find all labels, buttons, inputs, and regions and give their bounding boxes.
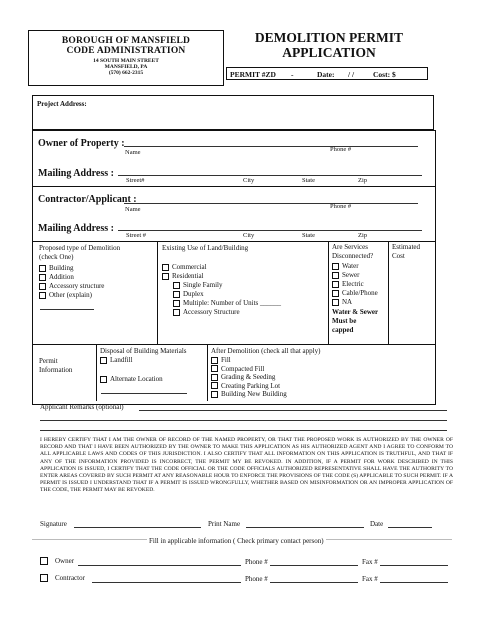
permit-dash: - (291, 69, 294, 79)
after-label: Building New Building (221, 390, 287, 398)
print-name-line[interactable] (246, 527, 364, 528)
checkbox-icon[interactable] (173, 282, 180, 289)
org-name-line1: BOROUGH OF MANSFIELD (61, 36, 191, 46)
services-note2: Must be (332, 317, 357, 325)
demo-option-label: Accessory structure (49, 282, 105, 290)
grid-vline-1 (157, 241, 158, 344)
service-label: NA (342, 298, 353, 306)
disposal-alternate[interactable] (100, 375, 163, 383)
org-name-line2: CODE ADMINISTRATION (66, 46, 186, 56)
certification-text: I HEREBY CERTIFY THAT I AM THE OWNER OF RECORD OF THE NAMED PROPERTY, OR THAT THE PROPOSED WORK IS AUTHORIZED BY THE OWNER OF RECORD AND THAT I HAVE BEEN AUTHORIZED BY THE OWNER TO MAKE THIS APPLICATION AS HIS AUTHORIZED AGENT AND I AGREE TO CONFORM TO ALL APPLICABLE LAWS AND CODES OF THIS JURISDICTION. I ALSO CERTIFY THAT ALL INFORMATION ON THIS APPLICATION IS TRUTHFUL, AND THAT IF ANY OF THE INFORMATION PROVIDED IS INCORRECT, THE PERMIT MY BE REVOKED. IN ADDITION, IF A PERMIT FOR WORK DESCRIBED IN THIS APPLICATION IS ISSUED, I CERTIFY THAT THE CODE OFFICIAL OR THE CODE OFFICIALS AUTHORIZED REPRESENTATIVE SHALL HAVE THE AUTHORITY TO ENTER AREAS COVERED BY SUCH PERMIT AT ANY REASONABLE HOUR TO ENFORCE THE PROVISIONS OF THE CODE (S) APPLICABLE TO SUCH PERMIT. IF A PERMIT IS ISSUED I UNDERSTAND THAT IF A PERMIT IS ISSUED WRONGFULLY, WHETHER BASED ON MISINFORMATION OR AN IMPROPER APPLICATION OF THE CODE, THE PERMIT MAY BE REVOKED. (40, 437, 453, 494)
date-sign-label: Date (370, 520, 384, 528)
estimated-line1: Estimated (392, 243, 420, 251)
contact-contractor-label: Contractor (55, 574, 85, 582)
service-label: Electric (342, 280, 364, 288)
org-phone: (570) 662-2315 (108, 70, 144, 76)
checkbox-icon[interactable] (162, 264, 169, 271)
checkbox-icon[interactable] (39, 274, 46, 281)
use-label: Commercial (172, 263, 207, 271)
contractor-contact-line[interactable] (92, 582, 241, 583)
owner-city-sub: City (243, 177, 255, 184)
checkbox-icon[interactable] (100, 357, 107, 364)
title-line2: APPLICATION (282, 45, 376, 60)
owner-state-sub: State (302, 177, 315, 184)
owner-label: Owner of Property : (38, 138, 125, 149)
signature-line[interactable] (74, 527, 201, 528)
after-label: Fill (221, 356, 231, 364)
use-commercial[interactable] (162, 263, 207, 271)
checkbox-icon[interactable] (211, 357, 218, 364)
service-sewer[interactable] (332, 271, 360, 279)
permit-info-line2: Information (39, 365, 73, 374)
disposal-landfill[interactable] (100, 356, 133, 364)
after-label: Grading & Seeding (221, 373, 276, 381)
cost-label: Cost: $ (373, 69, 396, 79)
divider-owner-contractor (32, 186, 436, 187)
contractor-street-sub: Street # (126, 232, 147, 239)
checkbox-icon[interactable] (211, 365, 218, 372)
contractor-city-sub: City (243, 232, 255, 239)
disposal-alternate-line[interactable] (101, 393, 187, 394)
use-duplex[interactable] (173, 290, 204, 298)
use-label: Multiple: Number of Units ______ (183, 299, 281, 307)
service-water[interactable] (332, 262, 359, 270)
remarks-line-3[interactable] (40, 430, 447, 431)
owner-street-sub: Street# (126, 177, 145, 184)
disposal-label: Landfill (110, 356, 133, 364)
permit-number-label: PERMIT #ZD (230, 69, 276, 79)
permit-info-line1: Permit (39, 357, 58, 365)
demo-option-addition[interactable] (39, 273, 74, 281)
contractor-phone-sub: Phone # (330, 203, 352, 210)
service-label: Water (342, 262, 359, 270)
demo-option-other[interactable] (39, 291, 92, 299)
contractor-mailing-label: Mailing Address : (38, 223, 114, 234)
contractor-name-line[interactable] (124, 203, 418, 204)
form-title (226, 30, 432, 60)
checkbox-icon[interactable] (332, 299, 339, 306)
demo-option-label: Addition (49, 273, 74, 281)
demolition-type-heading2: (check One) (39, 252, 74, 261)
use-label: Duplex (183, 290, 204, 298)
org-city: MANSFIELD, PA (104, 64, 148, 70)
checkbox-icon[interactable] (173, 291, 180, 298)
contractor-contact-phone-line[interactable] (270, 582, 358, 583)
owner-name-sub: Name (125, 149, 141, 156)
remarks-line-2[interactable] (40, 420, 447, 421)
demo-option-building[interactable] (39, 264, 74, 272)
after-compacted-fill[interactable] (211, 365, 264, 373)
date-slashes: / / (348, 69, 355, 79)
after-fill[interactable] (211, 356, 231, 364)
demolition-type-heading1: Proposed type of Demolition (39, 244, 121, 252)
estimated-cost-heading (392, 243, 420, 260)
print-name-label: Print Name (208, 520, 241, 528)
remarks-label: Applicant Remarks (optional) (40, 403, 124, 411)
disposal-label: Alternate Location (110, 375, 163, 383)
demo-option-label: Other (explain) (49, 291, 92, 299)
checkbox-icon[interactable] (40, 574, 48, 582)
owner-contact-fax-label: Fax # (362, 558, 378, 566)
services-heading1: Are Services (332, 243, 368, 251)
checkbox-icon[interactable] (173, 309, 180, 316)
grid-vline-5 (207, 344, 208, 401)
demolition-type-heading (39, 244, 120, 261)
checkbox-icon[interactable] (332, 281, 339, 288)
after-parking-lot[interactable] (211, 382, 280, 390)
after-grading-seeding[interactable] (211, 373, 275, 381)
use-multiple[interactable] (173, 299, 281, 307)
use-label: Residential (172, 272, 204, 280)
contractor-contact-fax-line[interactable] (380, 582, 448, 583)
permit-information-label (39, 357, 72, 374)
contractor-contact-phone-label: Phone # (245, 575, 268, 583)
contact-contractor[interactable] (40, 574, 85, 582)
contractor-zip-sub: Zip (358, 232, 368, 239)
services-note3: capped (332, 326, 354, 334)
owner-mailing-line[interactable] (118, 175, 422, 176)
existing-use-heading: Existing Use of Land/Building (162, 244, 249, 252)
service-label: Sewer (342, 271, 360, 279)
use-label: Accessory Structure (183, 308, 240, 316)
owner-zip-sub: Zip (358, 177, 368, 184)
project-address-label: Project Address: (37, 100, 87, 108)
checkbox-icon[interactable] (211, 382, 218, 389)
contact-owner-label: Owner (55, 557, 75, 565)
service-cable-phone[interactable] (332, 289, 378, 297)
disposal-heading: Disposal of Building Materials (100, 347, 187, 355)
contractor-state-sub: State (302, 232, 315, 239)
checkbox-icon[interactable] (39, 292, 46, 299)
after-label: Creating Parking Lot (221, 381, 281, 390)
checkbox-icon[interactable] (40, 557, 48, 565)
estimated-line2: Cost (392, 251, 405, 260)
owner-mailing-label: Mailing Address : (38, 168, 114, 179)
use-single-family[interactable] (173, 281, 222, 289)
grid-mid-line (32, 344, 436, 345)
owner-contact-phone-line[interactable] (270, 565, 358, 566)
use-label: Single Family (183, 281, 223, 289)
demo-option-accessory[interactable] (39, 282, 104, 290)
signature-label: Signature (40, 520, 67, 528)
date-label: Date: (317, 69, 335, 79)
contact-heading: Fill in applicable information ( Check primary contact person) (149, 537, 324, 545)
after-label: Compacted Fill (221, 364, 265, 373)
borough-header-box (28, 30, 224, 86)
contact-owner[interactable] (40, 557, 74, 565)
grid-vline-4 (96, 344, 97, 401)
grid-top-line (32, 241, 436, 242)
date-sign-line[interactable] (388, 527, 432, 528)
service-na[interactable] (332, 298, 352, 306)
owner-contact-fax-line[interactable] (380, 565, 448, 566)
demo-option-label: Building (49, 264, 74, 272)
owner-phone-sub: Phone # (330, 146, 352, 153)
checkbox-icon[interactable] (211, 374, 218, 381)
permit-number-box[interactable] (226, 67, 428, 80)
remarks-line-1[interactable] (139, 410, 447, 411)
project-address-box[interactable] (32, 95, 434, 130)
title-line1: DEMOLITION PERMIT (254, 30, 404, 45)
org-street: 14 SOUTH MAIN STREET (93, 58, 159, 64)
checkbox-icon[interactable] (173, 300, 180, 307)
owner-contact-phone-label: Phone # (245, 558, 268, 566)
checkbox-icon[interactable] (332, 263, 339, 270)
checkbox-icon[interactable] (39, 283, 46, 290)
checkbox-icon[interactable] (39, 265, 46, 272)
checkbox-icon[interactable] (162, 273, 169, 280)
owner-name-line[interactable] (124, 146, 418, 147)
checkbox-icon[interactable] (100, 376, 107, 383)
checkbox-icon[interactable] (332, 290, 339, 297)
after-new-building[interactable] (211, 390, 287, 398)
services-heading (332, 243, 373, 260)
service-electric[interactable] (332, 280, 364, 288)
checkbox-icon[interactable] (332, 272, 339, 279)
demo-other-line[interactable] (40, 309, 94, 310)
services-heading2: Disconnected? (332, 251, 374, 260)
contractor-mailing-line[interactable] (118, 230, 422, 231)
grid-vline-2 (328, 241, 329, 344)
contractor-name-sub: Name (125, 206, 141, 213)
after-demolition-heading: After Demolition (check all that apply) (211, 347, 321, 355)
owner-contact-line[interactable] (78, 565, 241, 566)
services-note1: Water & Sewer (332, 308, 379, 316)
use-residential[interactable] (162, 272, 204, 280)
contractor-contact-fax-label: Fax # (362, 575, 378, 583)
service-label: Cable/Phone (342, 289, 378, 297)
checkbox-icon[interactable] (211, 391, 218, 398)
use-accessory-structure[interactable] (173, 308, 240, 316)
services-note (332, 308, 378, 335)
contractor-label: Contractor/Applicant : (38, 194, 137, 205)
grid-vline-3 (388, 241, 389, 344)
